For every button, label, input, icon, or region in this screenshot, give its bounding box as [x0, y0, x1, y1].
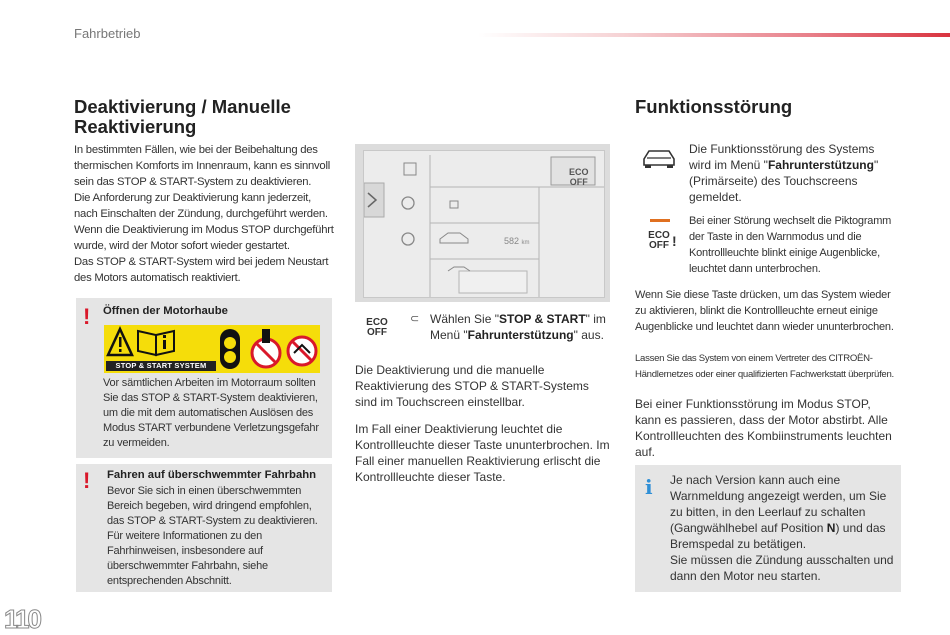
off-label: OFF [367, 327, 387, 338]
off-label: OFF [649, 240, 669, 251]
intro-paragraph: In bestimmten Fällen, wie bei der Beibehaltung des thermischen Komforts im Innenraum, kann es sinnvoll sein das STOP & START-System zu deaktivieren. [74, 144, 330, 188]
intro-paragraph: Das STOP & START-System wird bei jedem Neustart des Motors automatisch reaktiviert. [74, 256, 329, 284]
touchscreen-setting-text: Die Deaktivierung und die manuelle Reaktivierung des STOP & START-Systems sind im Touchscreen einstellbar. [355, 363, 589, 409]
hood-warning-title: Öffnen der Motorhaube [103, 305, 228, 317]
stop-start-picto-label: STOP & START SYSTEM [106, 361, 216, 371]
step-text: Wählen Sie " [430, 312, 499, 326]
flood-warning-text: Bevor Sie sich in einen überschwemmten Bereich begeben, wird dringend empfohlen, das STOP & START-System zu deaktivieren. Für weitere Informationen zu den Fahrhinweisen, insbesondere auf überschwemmter Fahrbahn, siehe entsprechenden Abschnitt. [107, 485, 318, 587]
malfunction-menu-text [689, 141, 899, 205]
dealer-check-text: Lassen Sie das System von einem Vertreter des CITROËN-Händlernetzes oder einer qualifizierten Fachwerkstatt überprüfen. [635, 353, 894, 380]
step-bold-menu: Fahrunterstützung [467, 328, 574, 342]
eco-off-icon [362, 318, 392, 338]
info-text [670, 472, 895, 584]
step-text: " im Menü " [430, 312, 606, 342]
info-box [635, 465, 901, 592]
flood-warning-title: Fahren auf überschwemmter Fahrbahn [107, 469, 317, 481]
screen-eco-label: ECO [569, 167, 589, 177]
hood-warning-box [76, 298, 332, 458]
info-text-part: Je nach Version kann auch eine Warnmeldung angezeigt werden, um Sie zu bitten, in den Leerlauf zu schalten (Gangwählhebel auf Position [670, 473, 887, 535]
screen-off-label: OFF [569, 177, 588, 187]
left-heading: Deaktivierung / Manuelle Reaktivierung [74, 96, 291, 137]
page-number: 110 [4, 604, 40, 634]
safety-pictograms [104, 325, 320, 373]
intro-text [74, 142, 336, 286]
distance-value: 582 [504, 236, 520, 246]
right-heading: Funktionsstörung [635, 96, 793, 117]
touchscreen-menu-icon [364, 151, 604, 297]
eco-label: ECO [366, 317, 388, 328]
eco-label: ECO [648, 230, 670, 241]
screen-distance [504, 236, 530, 246]
eco-warning-exclamation-icon: ! [672, 233, 677, 249]
distance-unit: km [521, 240, 530, 246]
indicator-light-text: Im Fall einer Deaktivierung leuchtet die Kontrollleuchte dieser Taste ununterbrochen. Im Fall einer manuellen Reaktivierung erlischt die Kontrollleuchte dieser Taste. [355, 422, 610, 484]
info-gear-position: N [826, 521, 836, 535]
warning-exclamation-icon: ! [83, 468, 91, 493]
flood-warning-box [76, 464, 332, 592]
warning-dash-icon [650, 219, 670, 222]
warning-exclamation-icon: ! [83, 304, 91, 329]
car-icon [641, 145, 677, 169]
step-text: " aus. [573, 328, 604, 342]
info-icon: i [645, 475, 653, 499]
stop-mode-malfunction-text: Bei einer Funktionsstörung im Modus STOP, kann es passieren, dass der Motor abstirbt. Alle Kontrollleuchten des Kombiinstruments leuchten auf. [635, 397, 892, 459]
touchscreen-illustration [355, 144, 610, 302]
eco-off-warning-icon [646, 231, 672, 251]
eco-warning-text: Bei einer Störung wechselt die Piktogramm der Taste in den Warnmodus und die Kontrollleuchte blinkt einige Augenblicke, leuchtet dann unterbrochen. [689, 215, 892, 275]
step-bold-stop-start: STOP & START [498, 312, 586, 326]
malfunction-text: " (Primärseite) des Touchscreens gemeldet. [689, 158, 879, 204]
intro-paragraph: Die Anforderung zur Deaktivierung kann jederzeit, nach Einschalten der Zündung, durchgeführt werden. [74, 192, 328, 220]
screen-eco-off-button [569, 167, 589, 187]
info-text-part: ) und das Bremspedal zu betätigen. [670, 521, 886, 551]
header-accent-bar [478, 33, 950, 37]
touchscreen-panel [363, 150, 605, 298]
intro-paragraph: Wenn die Deaktivierung im Modus STOP durchgeführt wurde, wird der Motor sofort wieder gestartet. [74, 224, 334, 252]
info-text-part: Sie müssen die Zündung ausschalten und dann den Motor neu starten. [670, 553, 894, 583]
hood-warning-text: Vor sämtlichen Arbeiten im Motorraum sollten Sie das STOP & START-System deaktivieren, um die mit dem automatischen Auslösen des Modus START verbundene Verletzungsgefahr zu vermeiden. [103, 377, 319, 449]
malfunction-bold-menu: Fahrunterstützung [767, 158, 874, 172]
reactivate-text: Wenn Sie diese Taste drücken, um das System wieder zu aktivieren, blinkt die Kontrollleuchte erneut einige Augenblicke und leuchtet dann wieder ununterbrochen. [635, 289, 894, 333]
select-step-text [430, 311, 615, 343]
malfunction-text: Die Funktionsstörung des Systems wird im Menü " [689, 142, 875, 172]
section-label: Fahrbetrieb [74, 26, 141, 41]
bullet-icon: ⊂ [410, 313, 420, 325]
